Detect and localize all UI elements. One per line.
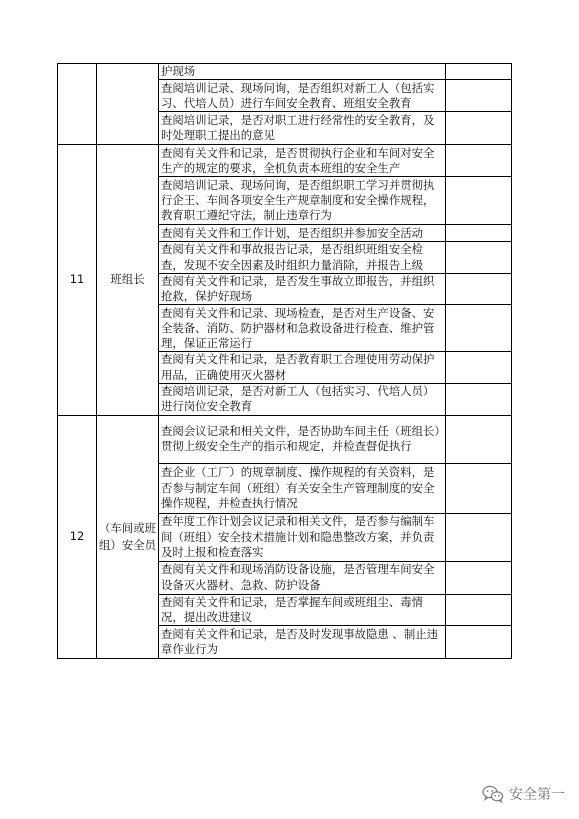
check-item: 查阅有关文件和记录，是否贯彻执行企业和车间对安全生产的规定的要求，全机负责本班组的安全生产 (159, 145, 446, 177)
responsibility-check-table (57, 63, 512, 659)
result-cell (446, 513, 512, 561)
check-item: 查阅有关文件和记录、现场检查，是否对生产设备、安全装备、消防、防护器材和急救设备进行检查、维护管理，保证正常运行 (159, 305, 446, 352)
check-item: 查年度工作计划会议记录和相关文件，是否参与编制车间（班组）安全技术措施计划和隐患整改方案，并负责及时上报和检查落实 (159, 513, 446, 561)
check-item: 查阅有关文件和记录，是否及时发现事故隐患 、制止违章作业行为 (159, 626, 446, 659)
check-item: 查阅有关文件和记录，是否发生事故立即报告，并组织 抢救，保护好现场 (159, 273, 446, 305)
result-cell (446, 594, 512, 626)
wechat-logo-icon (482, 785, 504, 803)
check-item: 查阅培训记录，是否对新工人（包括实习、代培人员）进行岗位安全教育 (159, 384, 446, 416)
check-item: 查阅有关文件和现场消防设备设施，是否管理车间安全设备灭火器材、急救、防护设备 (159, 561, 446, 594)
role-cell-prev (97, 64, 159, 145)
table-row (58, 64, 512, 80)
result-cell (446, 80, 512, 112)
result-cell (446, 305, 512, 352)
check-item: 查阅有关文件和记录，是否掌握车间或班组尘、毒情况，提出改进建议 (159, 594, 446, 626)
check-item: 查阅有关文件和事故报告记录，是否组织班组安全检查，发现不安全因素及时组织力量消除，并报告上级 (159, 242, 446, 274)
row-number: 11 (58, 145, 97, 415)
result-cell (446, 626, 512, 659)
table-row (58, 145, 512, 177)
account-watermark (482, 783, 565, 805)
check-item: 查阅会议记录和相关文件，是否协助车间主任（班组长）贯彻上级安全生产的指示和规定，并检查督促执行 (159, 415, 446, 463)
account-name: 安全第一 (509, 787, 565, 803)
table-row (58, 415, 512, 463)
check-item: 查企业（工厂）的规章制度、操作规程的有关资料，是否参与制定车间（班组）有关安全生产管理制度的安全操作规程，并检查执行情况 (159, 463, 446, 513)
result-cell (446, 177, 512, 225)
result-cell (446, 112, 512, 145)
result-cell (446, 225, 512, 242)
role-name: 班组长 (97, 145, 159, 415)
check-item: 查阅有关文件和记录，是否教育职工合理使用劳动保护用品，正确使用灭火器材 (159, 352, 446, 384)
check-item: 查阅有关文件和工作计划，是否组织并参加安全活动 (159, 225, 446, 242)
result-cell (446, 352, 512, 384)
result-cell (446, 273, 512, 305)
check-item: 查阅培训记录、现场问询，是否组织职工学习并贯彻执行企王、车间各项安全生产规章制度和安全操作规程，教育职工遵纪守法，制止违章行为 (159, 177, 446, 225)
row-number: 12 (58, 415, 97, 659)
result-cell (446, 145, 512, 177)
result-cell (446, 415, 512, 463)
check-item: 护现场 (159, 64, 446, 80)
result-cell (446, 64, 512, 80)
role-name: （车间或班组）安全员 (97, 415, 159, 659)
result-cell (446, 384, 512, 416)
result-cell (446, 242, 512, 274)
number-cell-prev (58, 64, 97, 145)
result-cell (446, 463, 512, 513)
result-cell (446, 561, 512, 594)
check-item: 查阅培训记录，是否对职工进行经常性的安全教育，及时处理职工提出的意见 (159, 112, 446, 145)
check-item: 查阅培训记录、现场问询，是否组织对新工人（包括实习、代培人员）进行车间安全教育、班组安全教育 (159, 80, 446, 112)
